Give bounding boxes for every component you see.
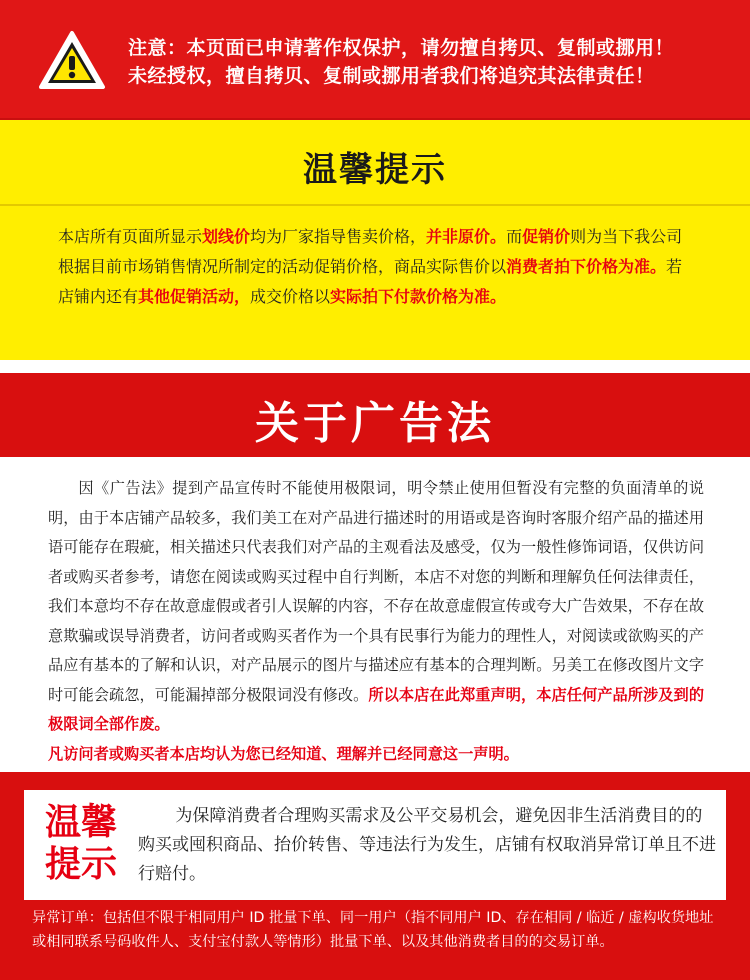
price-notice-title: 温馨提示 (303, 150, 447, 190)
price-notice-header (0, 120, 750, 206)
ad-law-body (48, 474, 704, 769)
price-notice-text-segment: 均为厂家指导售卖价格， (250, 227, 427, 246)
price-notice-body (58, 222, 698, 312)
price-notice-text-segment: 则为当下我公司根据目前市场销售情况所制定的活动促销价格，商品实际售价以 (58, 227, 683, 276)
ad-law-statement-2: 凡访问者或购买者本店均认为您已经知道、理解并已经同意这一声明。 (48, 744, 519, 763)
copyright-warning-text (128, 34, 728, 90)
price-notice-section (0, 120, 750, 360)
ad-law-title: 关于广告法 (255, 398, 495, 449)
price-notice-highlight: 并非原价。 (426, 227, 507, 246)
price-notice-text-segment: 而 (506, 227, 523, 246)
ad-law-header (0, 373, 750, 457)
price-notice-text-segment: 本店所有页面所显示 (58, 227, 203, 246)
price-notice-highlight: 其他促销活动， (138, 287, 251, 306)
ad-law-paragraph: 因《广告法》提到产品宣传时不能使用极限词，明令禁止使用但暂没有完整的负面清单的说明，由于本店铺产品较多，我们美工在对产品进行描述时的用语或是咨询时客服介绍产品的描述用语可能存在瑕疵，相关描述只代表我们对产品的主观看法及感受，仅为一般性修饰词语，仅供访问者或购买者参考，请您在阅读或购买过程中自行判断，本店不对您的判断和理解负任何法律责任，我们本意均不存在故意虚假或者引人误解的内容，不存在故意虚假宣传或夸大广告效果，不存在故意欺骗或误导消费者，访问者或购买者作为一个具有民事行为能力的理性人，对阅读或欲购买的产品应有基本的了解和认识，对产品展示的图片与描述应有基本的合理判断。另美工在修改图片文字时可能会疏忽，可能漏掉部分极限词没有修改。 (48, 479, 704, 704)
price-notice-highlight: 划线价 (202, 227, 251, 246)
warning-line-1: 注意：本页面已申请著作权保护，请勿擅自拷贝、复制或挪用！ (128, 37, 675, 59)
price-notice-text-segment: 若店铺内还有 (58, 257, 683, 306)
purchase-notice-section (0, 772, 750, 980)
copyright-warning-banner (0, 0, 750, 120)
purchase-notice-box (24, 790, 726, 900)
warning-triangle-icon (38, 30, 106, 90)
ad-law-statement-1: 所以本店在此郑重声明，本店任何产品所涉及到的极限词全部作废。 (48, 685, 705, 733)
notice-badge-line-1: 温馨 (44, 802, 117, 843)
notice-badge (34, 802, 128, 890)
price-notice-highlight: 消费者拍下价格为准。 (506, 257, 667, 276)
abnormal-order-note: 异常订单：包括但不限于相同用户 ID 批量下单、同一用户（指不同用户 ID、存在相同 / 临近 / 虚构收货地址或相同联系号码收件人、支付宝付款人等情形）批量下单、以及其他消费者目的的交易订单。 (32, 910, 714, 950)
price-notice-highlight: 实际拍下付款价格为准。 (330, 287, 507, 306)
notice-badge-line-2: 提示 (44, 844, 117, 885)
price-notice-highlight: 促销价 (522, 227, 571, 246)
price-notice-text-segment: 成交价格以 (250, 287, 331, 306)
purchase-notice-text (138, 802, 716, 889)
warning-line-2: 未经授权，擅自拷贝、复制或挪用者我们将追究其法律责任！ (128, 65, 655, 87)
purchase-notice-paragraph: 为保障消费者合理购买需求及公平交易机会，避免因非生活消费目的的购买或囤积商品、抬价转售、等违法行为发生，店铺有权取消异常订单且不进行赔付。 (138, 806, 716, 884)
